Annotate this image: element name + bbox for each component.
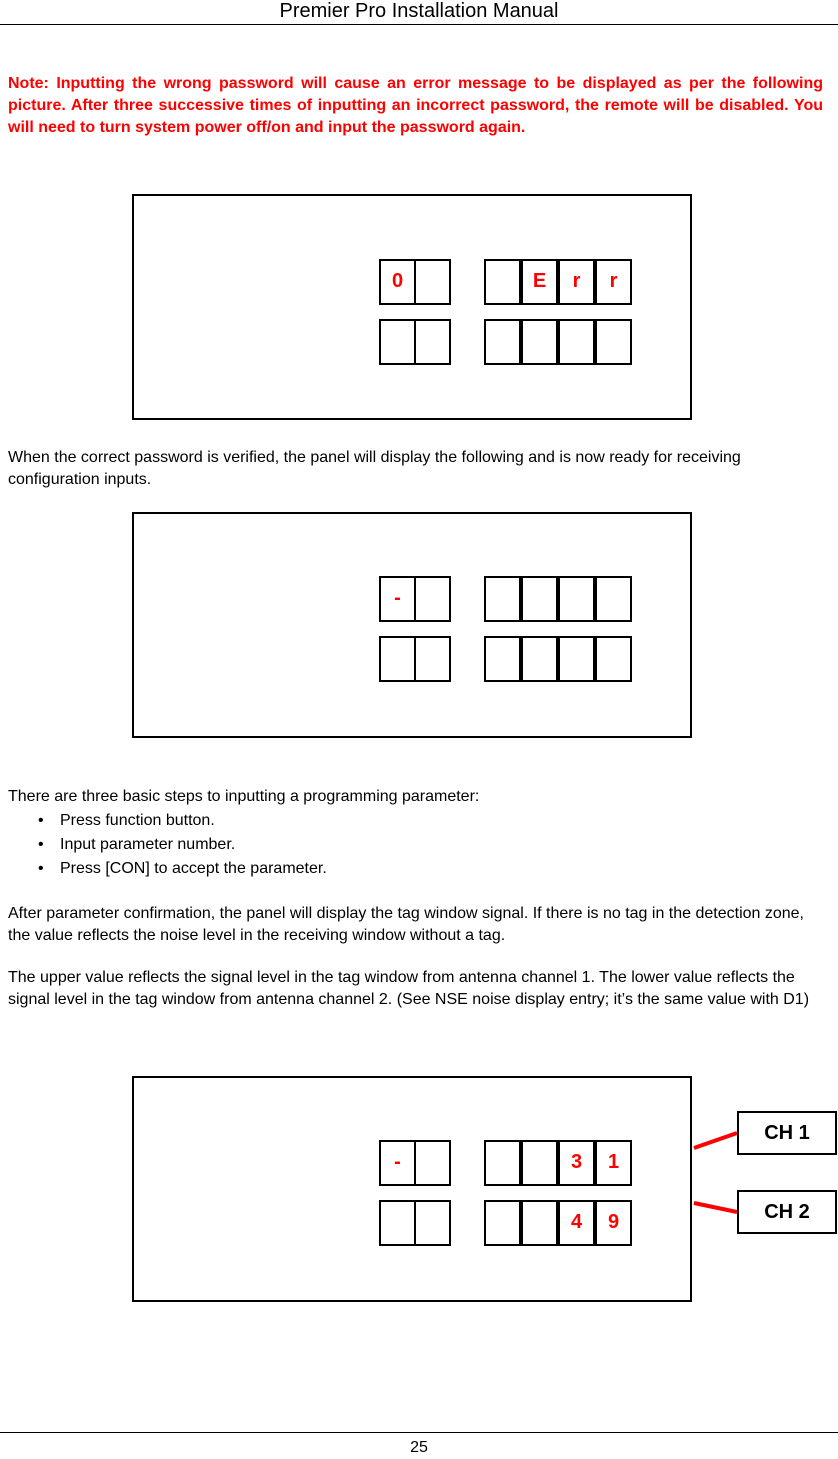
digit-cell	[414, 1140, 451, 1186]
digit-cell	[595, 576, 632, 622]
list-item: • Press [CON] to accept the parameter.	[38, 858, 823, 880]
page-header: Premier Pro Installation Manual	[0, 0, 838, 25]
digit-cell	[484, 319, 521, 365]
digit-cell	[521, 576, 558, 622]
digit-cell	[484, 259, 521, 305]
digit-cell	[484, 1200, 521, 1246]
ch1-label: CH 1	[737, 1111, 837, 1155]
digit-cell	[379, 1200, 416, 1246]
digit-cell	[484, 576, 521, 622]
digit-cell	[521, 319, 558, 365]
digit-cell	[558, 636, 595, 682]
ch2-label: CH 2	[737, 1190, 837, 1234]
page-number: 25	[410, 1439, 428, 1456]
list-item: • Input parameter number.	[38, 834, 823, 856]
digit-cell: 3	[558, 1140, 595, 1186]
digit-cell	[521, 636, 558, 682]
digit-cell: r	[558, 259, 595, 305]
digit-cell: -	[379, 576, 416, 622]
digit-cell: E	[521, 259, 558, 305]
digit-cell	[414, 636, 451, 682]
digit-cell	[595, 319, 632, 365]
list-item: • Press function button.	[38, 810, 823, 832]
digit-cell: -	[379, 1140, 416, 1186]
digit-cell	[414, 1200, 451, 1246]
digit-cell: r	[595, 259, 632, 305]
steps-section	[8, 786, 823, 880]
digit-cell	[558, 576, 595, 622]
digit-cell: 0	[379, 259, 416, 305]
ready-display-panel	[132, 512, 692, 738]
signal-display-panel	[132, 1076, 692, 1302]
password-warning-note: Note: Inputting the wrong password will cause an error message to be displayed as per the following picture. After three successive times of inputting an incorrect password, the remote will be disabled. You will need to turn system power off/on and input the password again.	[8, 75, 823, 136]
digit-cell	[521, 1200, 558, 1246]
digit-cell	[521, 1140, 558, 1186]
digit-cell	[595, 636, 632, 682]
ch1-connector-line	[694, 1133, 737, 1148]
digit-cell	[484, 636, 521, 682]
digit-cell: 9	[595, 1200, 632, 1246]
digit-cell	[414, 259, 451, 305]
digit-cell	[414, 319, 451, 365]
error-display-panel	[132, 194, 692, 420]
digit-cell	[484, 1140, 521, 1186]
digit-cell	[558, 319, 595, 365]
confirmation-paragraph: After parameter confirmation, the panel will display the tag window signal. If there is no tag in the detection zone, the value reflects the noise level in the receiving window without a tag.	[8, 905, 804, 944]
steps-list	[8, 810, 823, 880]
digit-cell	[379, 636, 416, 682]
footer-divider	[0, 1432, 838, 1433]
ch2-connector-line	[694, 1203, 737, 1212]
digit-cell	[414, 576, 451, 622]
digit-cell: 1	[595, 1140, 632, 1186]
steps-intro: There are three basic steps to inputting a programming parameter:	[8, 788, 480, 805]
verified-paragraph: When the correct password is verified, the panel will display the following and is now ready for receiving configuration inputs.	[8, 449, 741, 488]
channel-signal-paragraph: The upper value reflects the signal level in the tag window from antenna channel 1. The lower value reflects the signal level in the tag window from antenna channel 2. (See NSE noise display entry; it’s the same value with D1)	[8, 969, 810, 1008]
digit-cell	[379, 319, 416, 365]
digit-cell: 4	[558, 1200, 595, 1246]
